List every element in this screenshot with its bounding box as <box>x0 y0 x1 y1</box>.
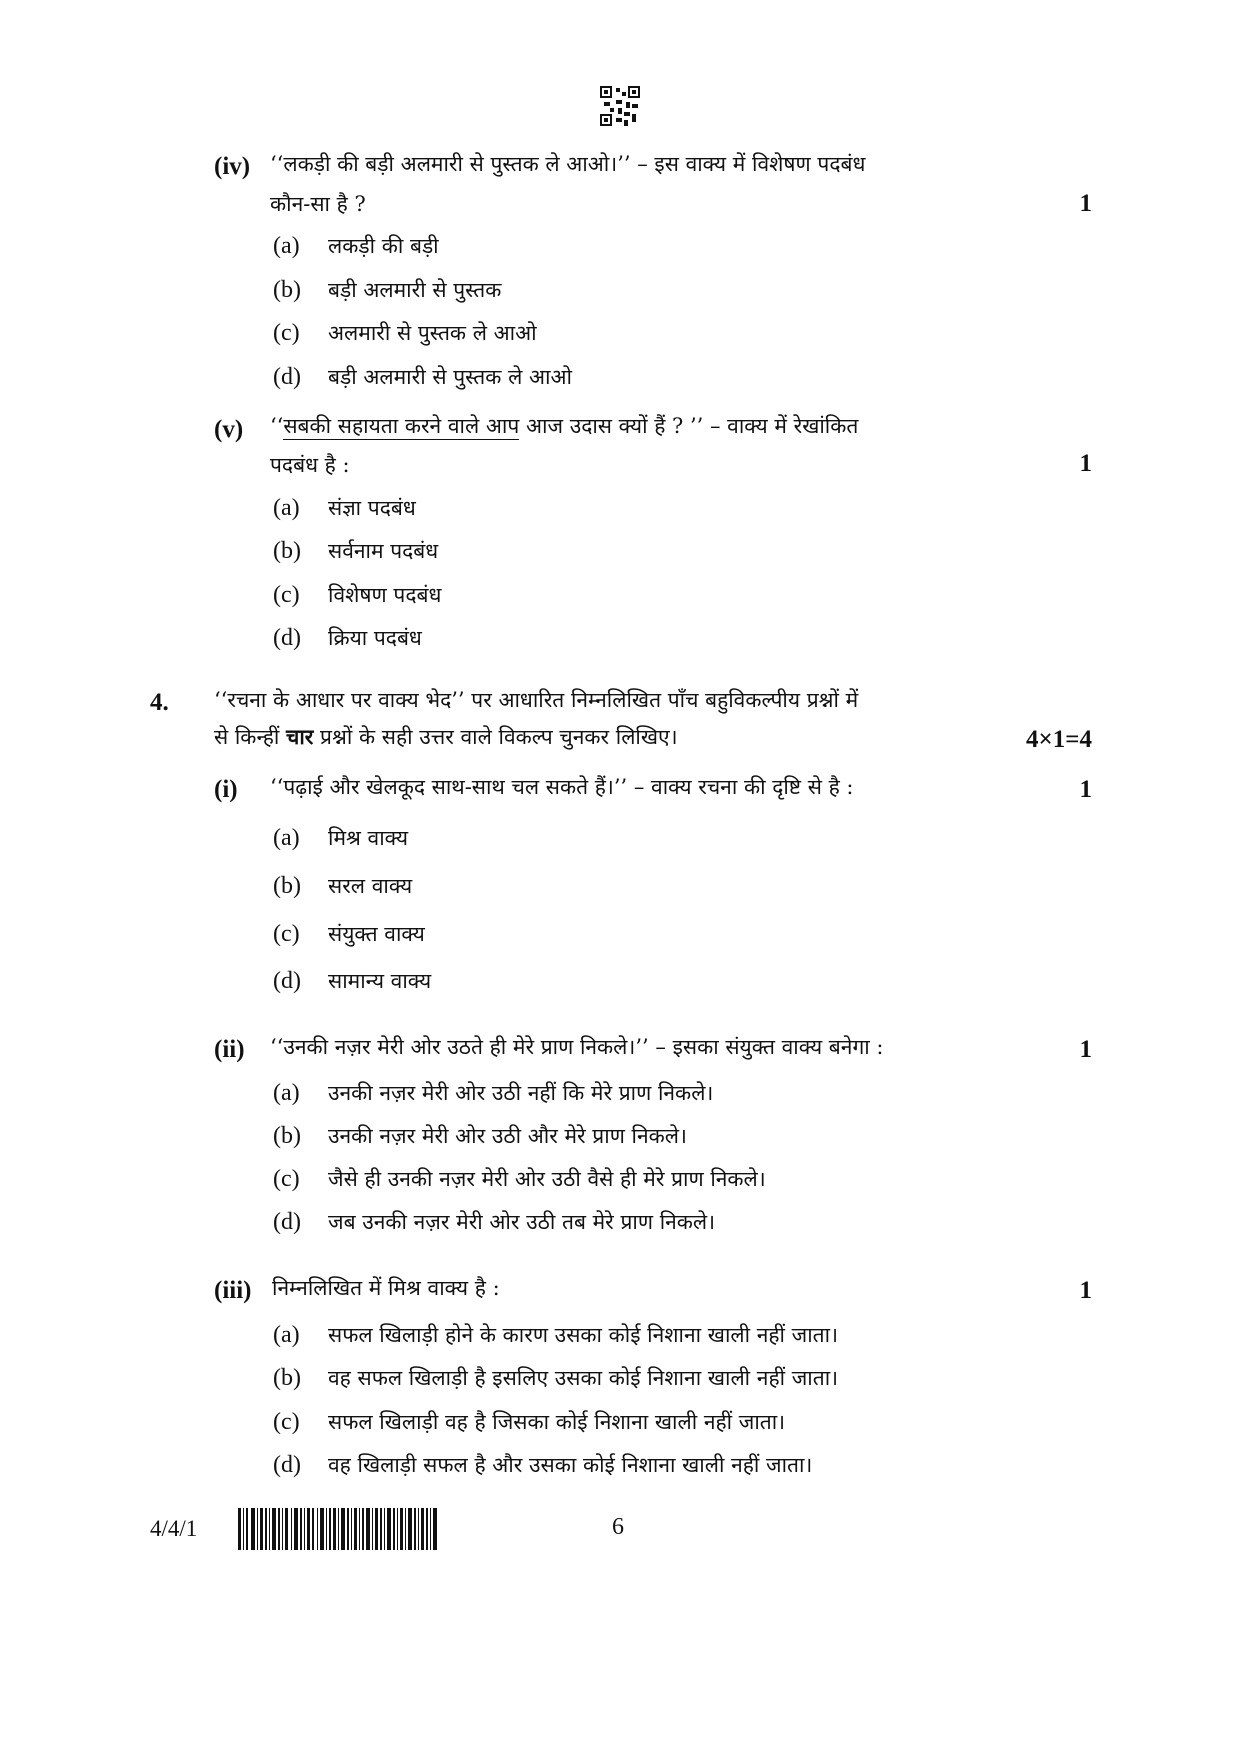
question-text-rest: आज उदास क्यों हैं ? ’’ – वाक्य में रेखांकित <box>519 414 859 438</box>
option-label: (c) <box>273 1409 300 1435</box>
question-number: 4. <box>150 689 169 716</box>
option-label: (b) <box>273 1365 301 1391</box>
option-label: (b) <box>273 873 301 899</box>
option-text: सफल खिलाड़ी होने के कारण उसका कोई निशाना खाली नहीं जाता। <box>328 1323 839 1347</box>
option-label: (d) <box>273 625 301 651</box>
question-marks: 4×1=4 <box>1026 726 1092 753</box>
option-label: (a) <box>273 495 300 521</box>
option-label: (d) <box>273 364 301 390</box>
option-label: (a) <box>273 1322 300 1348</box>
text-segment: प्रश्नों के सही उत्तर वाले विकल्प चुनकर लिखिए। <box>313 725 678 749</box>
question-marks: 1 <box>1079 450 1092 477</box>
question-text: ‘‘पढ़ाई और खेलकूद साथ-साथ चल सकते हैं।’’ – वाक्य रचना की दृष्टि से है : <box>270 775 854 799</box>
option-text: सरल वाक्य <box>328 874 413 898</box>
option-label: (b) <box>273 1123 301 1149</box>
question-text: पदबंध है : <box>270 453 350 477</box>
option-text: उनकी नज़र मेरी ओर उठी और मेरे प्राण निकले। <box>328 1124 687 1148</box>
question-text <box>214 719 678 755</box>
option-label: (d) <box>273 1452 301 1478</box>
question-label: (iii) <box>214 1277 252 1304</box>
question-text: निम्नलिखित में मिश्र वाक्य है : <box>272 1276 500 1300</box>
option-text: बड़ी अलमारी से पुस्तक ले आओ <box>328 365 572 389</box>
question-marks: 1 <box>1079 1277 1092 1304</box>
option-text: क्रिया पदबंध <box>328 626 422 650</box>
page-number: 6 <box>612 1514 624 1540</box>
option-text: सर्वनाम पदबंध <box>328 539 439 563</box>
question-text: ‘‘लकड़ी की बड़ी अलमारी से पुस्तक ले आओ।’’ – इस वाक्य में विशेषण पदबंध <box>270 152 866 176</box>
emphasis-word: चार <box>285 724 314 749</box>
question-label: (i) <box>214 776 238 803</box>
option-label: (b) <box>273 277 301 303</box>
option-text: बड़ी अलमारी से पुस्तक <box>328 278 502 302</box>
option-text: उनकी नज़र मेरी ओर उठी नहीं कि मेरे प्राण निकले। <box>328 1081 714 1105</box>
option-label: (a) <box>273 233 300 259</box>
barcode <box>238 1508 438 1550</box>
option-label: (c) <box>273 320 300 346</box>
option-label: (d) <box>273 968 301 994</box>
option-label: (a) <box>273 825 300 851</box>
text-segment: से किन्हीं <box>214 725 286 749</box>
option-text: अलमारी से पुस्तक ले आओ <box>328 321 537 345</box>
question-marks: 1 <box>1079 190 1092 217</box>
option-label: (b) <box>273 538 301 564</box>
qr-code <box>600 86 640 126</box>
option-text: सामान्य वाक्य <box>328 969 432 993</box>
option-text: वह खिलाड़ी सफल है और उसका कोई निशाना खाली नहीं जाता। <box>328 1453 813 1477</box>
question-text: ‘‘रचना के आधार पर वाक्य भेद’’ पर आधारित निम्नलिखित पाँच बहुविकल्पीय प्रश्नों में <box>214 688 859 712</box>
question-text <box>270 408 858 444</box>
question-label: (ii) <box>214 1036 245 1063</box>
option-text: जैसे ही उनकी नज़र मेरी ओर उठी वैसे ही मेरे प्राण निकले। <box>328 1167 766 1191</box>
underlined-phrase: सबकी सहायता करने वाले आप <box>283 414 520 438</box>
option-text: जब उनकी नज़र मेरी ओर उठी तब मेरे प्राण निकले। <box>328 1210 716 1234</box>
question-marks: 1 <box>1079 776 1092 803</box>
question-label: (iv) <box>214 153 251 180</box>
question-label: (v) <box>214 416 244 443</box>
option-label: (a) <box>273 1080 300 1106</box>
option-text: वह सफल खिलाड़ी है इसलिए उसका कोई निशाना खाली नहीं जाता। <box>328 1366 839 1390</box>
option-label: (d) <box>273 1209 301 1235</box>
option-text: संज्ञा पदबंध <box>328 496 416 520</box>
question-text: ‘‘उनकी नज़र मेरी ओर उठते ही मेरे प्राण निकले।’’ – इसका संयुक्त वाक्य बनेगा : <box>270 1035 884 1059</box>
option-label: (c) <box>273 582 300 608</box>
option-text: संयुक्त वाक्य <box>328 922 425 946</box>
question-marks: 1 <box>1079 1036 1092 1063</box>
paper-code: 4/4/1 <box>150 1516 198 1541</box>
option-text: सफल खिलाड़ी वह है जिसका कोई निशाना खाली नहीं जाता। <box>328 1410 786 1434</box>
option-label: (c) <box>273 1166 300 1192</box>
option-text: लकड़ी की बड़ी <box>328 234 439 258</box>
option-label: (c) <box>273 921 300 947</box>
open-quote: ‘‘ <box>270 414 284 438</box>
option-text: मिश्र वाक्य <box>328 826 409 850</box>
option-text: विशेषण पदबंध <box>328 583 442 607</box>
question-text: कौन-सा है ? <box>270 192 366 216</box>
